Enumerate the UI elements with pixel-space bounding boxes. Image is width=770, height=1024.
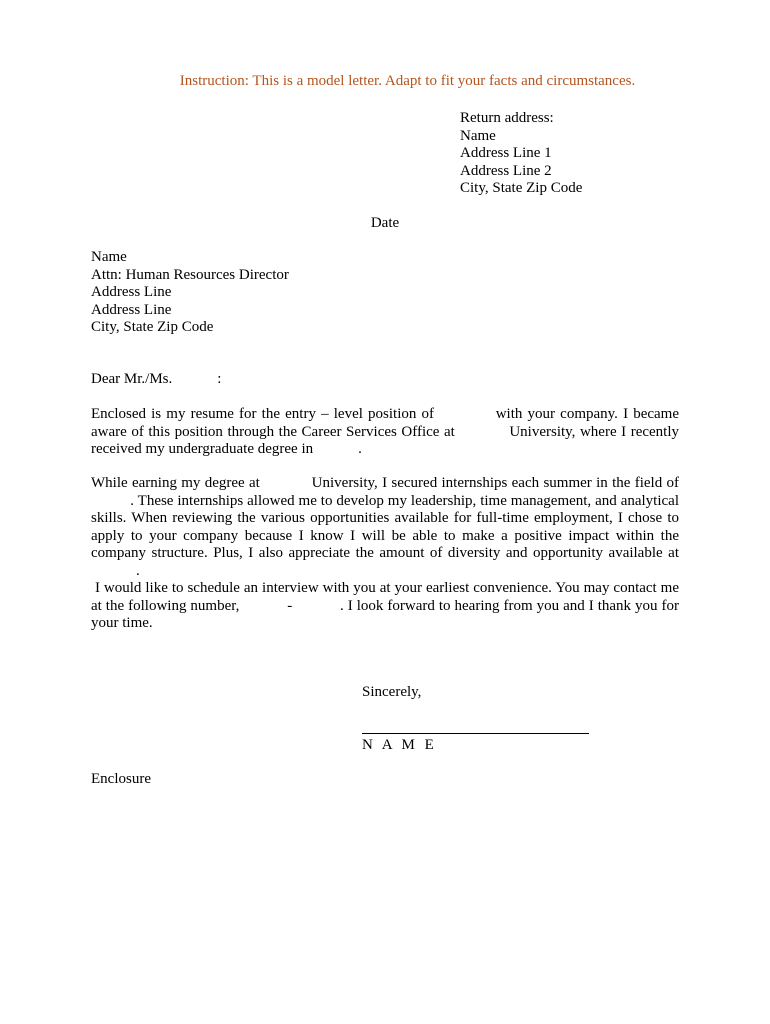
position-blank	[434, 406, 496, 422]
paragraph-closing-text-c: . I look forward to hearing from you and I thank you for your time.	[91, 597, 679, 631]
recipient-name: Name	[91, 249, 127, 265]
salutation-blank	[172, 371, 217, 387]
letter-date: Date	[370, 215, 400, 231]
closing-salutation: Sincerely,	[362, 684, 422, 700]
paragraph-intro-text-a: Enclosed is my resume for the entry – level position of	[91, 406, 435, 422]
return-address-city-state-zip: City, State Zip Code	[460, 180, 583, 196]
enclosure-note: Enclosure	[91, 771, 151, 787]
phone-dash: -	[287, 597, 293, 614]
paragraph-experience-text-d: .	[136, 562, 140, 579]
paragraph-experience	[91, 475, 679, 580]
phone-blank-1	[239, 598, 287, 614]
recipient-attn: Attn: Human Resources Director	[91, 266, 289, 283]
phone-blank-2	[292, 598, 340, 614]
recipient-address-block	[91, 249, 491, 337]
paragraph-intro	[91, 406, 679, 459]
company-blank	[91, 563, 136, 579]
salutation	[91, 371, 221, 389]
recipient-address-line-2: Address Line	[91, 301, 172, 318]
return-address-line-1: Address Line 1	[460, 145, 552, 161]
paragraph-closing-text-a: I would like to schedule an interview with you at your earliest convenience. You may contact me at the following number,	[91, 580, 680, 614]
return-address-label: Return address:	[460, 110, 554, 126]
paragraph-closing	[91, 580, 679, 633]
return-address-name: Name	[460, 127, 496, 144]
paragraph-experience-text-c: . These internships allowed me to develop my leadership, time management, and analytical skills. When reviewing the various opportunities available for full-time employment, I chose to apply to your company because I know I will be able to make a positive impact within the company structure. Plus, I also appreciate the amount of diversity and opportunity available at	[91, 492, 679, 561]
degree-blank	[313, 441, 358, 457]
recipient-address-line-1: Address Line	[91, 284, 172, 300]
signature-name: N A M E	[362, 737, 437, 753]
university-blank-2	[260, 475, 312, 491]
recipient-city-state-zip: City, State Zip Code	[91, 319, 214, 335]
paragraph-intro-text-d: .	[358, 441, 362, 457]
paragraph-intro-text-b: with your company. I became aware of this position through the Career Services Office at	[91, 406, 680, 440]
return-address-line-2: Address Line 2	[460, 162, 552, 179]
field-blank	[91, 493, 130, 509]
salutation-suffix: :	[217, 371, 222, 387]
salutation-prefix: Dear Mr./Ms.	[91, 371, 173, 387]
paragraph-experience-text-a: While earning my degree at	[91, 475, 260, 491]
paragraph-experience-text-b: University, I secured internships each summer in the field of	[311, 475, 680, 491]
paragraph-intro-text-c: University, where I recently received my undergraduate degree in	[91, 423, 679, 457]
signature-line	[362, 733, 589, 734]
university-blank	[455, 424, 510, 440]
return-address-block	[460, 110, 720, 198]
instruction-note: Instruction: This is a model letter. Adapt to fit your facts and circumstances.	[179, 73, 636, 89]
